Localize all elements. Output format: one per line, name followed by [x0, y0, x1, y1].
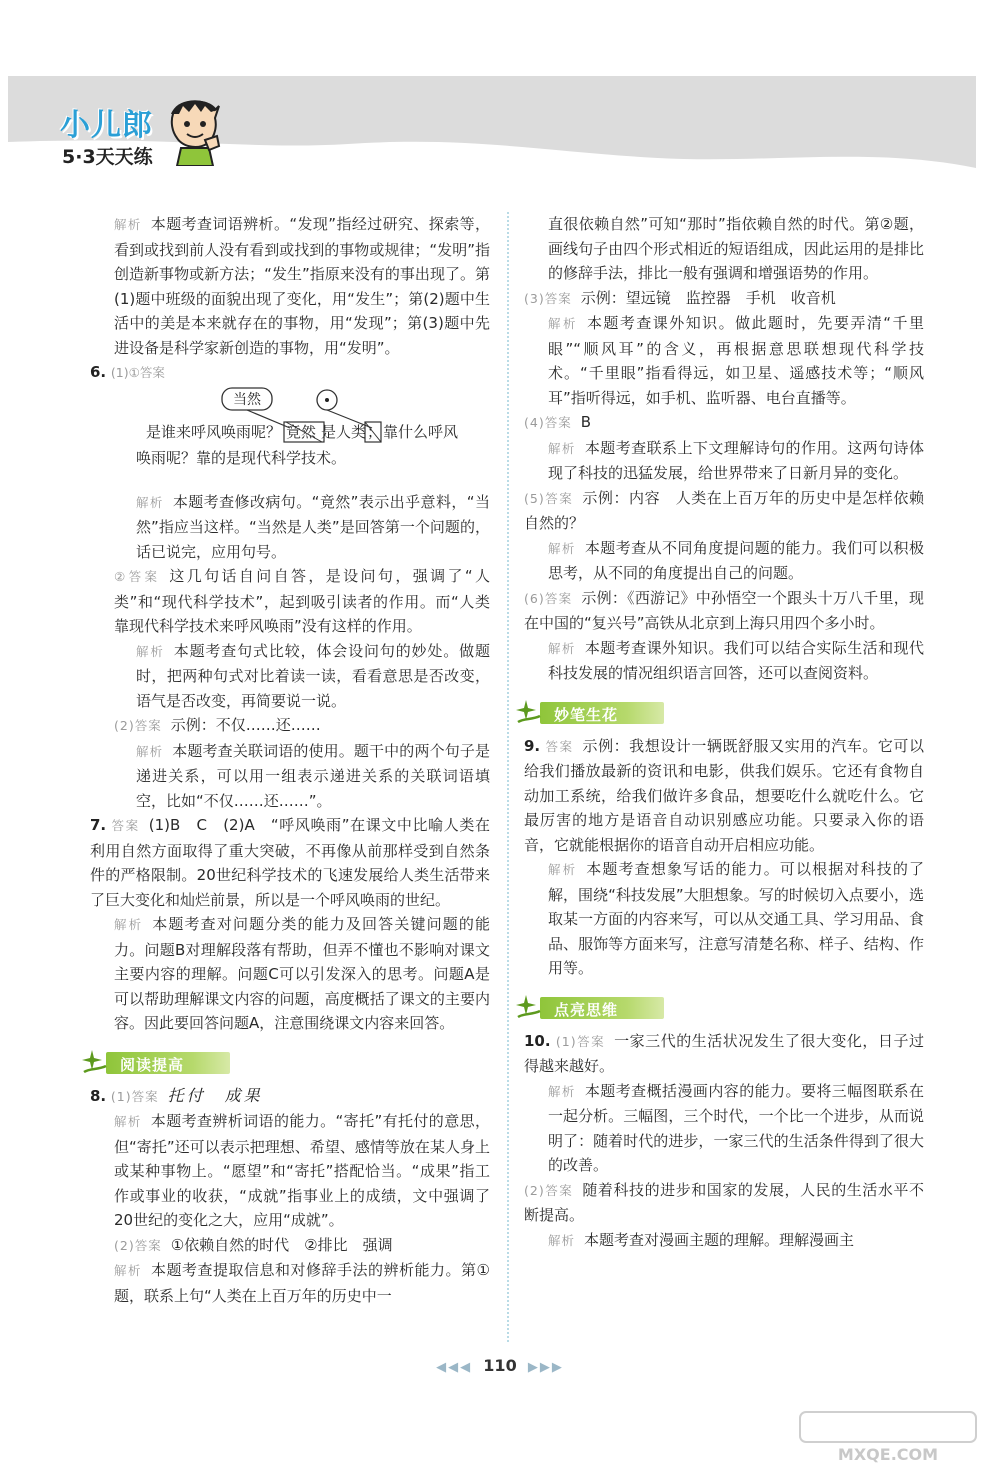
analysis-label: 解析	[548, 540, 576, 556]
q10-2-analysis	[524, 1228, 924, 1254]
watermark-text: MXQE.COM	[837, 1445, 939, 1464]
answer-label: (4)答案	[524, 415, 572, 430]
answer-label: 答案	[111, 818, 140, 833]
q8-6-analysis	[524, 636, 924, 686]
q6-sub-label: (1)①答案	[110, 365, 165, 380]
q7-analysis	[90, 912, 490, 1036]
q9-answer-text: 示例：我想设计一辆既舒服又实用的汽车。它可以给我们播放最新的资讯和电影，供我们娱乐。它还有食物自动加工系统，给我们做许多食品，想要吃什么就吃什么。它最厉害的地方是语音自动识别感应功能。只要录入你的语音，它就能根据你的语音自动开启相应功能。	[524, 736, 924, 854]
q10-number: 10.	[524, 1031, 551, 1050]
left-column	[90, 212, 490, 1308]
q8-3-answer	[524, 286, 924, 312]
q6-1-analysis-text: 本题考查修改病句。“竟然”表示出乎意料，“当然”指应当这样。“当然是人类”是回答第一个问题的，话已说完，应用句号。	[136, 492, 490, 561]
q8-5-answer	[524, 486, 924, 536]
q6-insert-word: 当然	[233, 391, 261, 408]
q6-1-analysis2-text: 本题考查句式比较，体会设问句的妙处。做题时，把两种句式对比着读一读，看看意思是否改变，语气是否改变，再简要说一说。	[136, 641, 490, 710]
q6-correction-diagram	[90, 386, 490, 490]
answer-label: (1)答案	[110, 1088, 159, 1104]
q6-1-answer2-text: 这几句话自问自答，是设问句，强调了“人类”和“现代科学技术”，起到吸引读者的作用。而“人类靠现代科学技术来呼风唤雨”没有这样的作用。	[114, 567, 490, 635]
q7-number: 7.	[90, 816, 107, 834]
q8-3-analysis	[524, 311, 924, 410]
analysis-label: 解析	[548, 640, 576, 656]
q10-2-answer-text: 随着科技的进步和国家的发展，人民的生活水平不断提高。	[524, 1180, 924, 1224]
q8-handwritten-answer: 托付 成果	[167, 1085, 263, 1105]
q6-heading	[90, 360, 490, 386]
analysis-label: 解析	[136, 494, 164, 510]
answer-label: (1)答案	[555, 1033, 606, 1049]
answer-label: 答案	[545, 738, 574, 754]
column-divider	[507, 212, 509, 1342]
right-column	[524, 212, 924, 1253]
q10-analysis-text: 本题考查概括漫画内容的能力。要将三幅图联系在一起分析。三幅图，三个时代，一个比一个进步，从而说明了：随着时代的进步，一家三代的生活条件得到了很大的改善。	[548, 1081, 924, 1174]
q10-2-answer	[524, 1178, 924, 1228]
answer-label: (2)答案	[114, 1237, 162, 1253]
q6-box-word: 竟然	[286, 422, 317, 441]
q6-2-analysis	[90, 739, 490, 814]
q6-2-answer-text: 示例：不仅……还……	[170, 716, 321, 734]
section-header-reading	[80, 1048, 490, 1076]
analysis-label: 解析	[548, 862, 578, 877]
section-header-writing	[514, 698, 924, 726]
analysis-label: 解析	[548, 440, 576, 456]
analysis-label: 解析	[114, 1114, 142, 1129]
page-number: 110	[483, 1356, 517, 1375]
section-title-thinking: 点亮思维	[554, 1000, 619, 1019]
prev-arrows-icon: ◀◀◀	[436, 1360, 473, 1375]
q8-2-analysis-text: 本题考查提取信息和对修辞手法的辨析能力。第①题，联系上句“人类在上百万年的历史中一	[114, 1261, 490, 1305]
q8-3-analysis-text: 本题考查课外知识。做此题时，先要弄清“千里眼”“顺风耳”的含义，再根据意思联想现代科学技术。“千里眼”指看得远，如卫星、遥感技术等；“顺风耳”指听得远，如手机、监听器、电台直播等。	[548, 314, 924, 407]
sparkle-icon	[80, 1048, 110, 1076]
analysis-label: 解析	[548, 1083, 576, 1099]
q10-2-analysis-text: 本题考查对漫画主题的理解。理解漫画主	[584, 1230, 855, 1249]
q8-6-analysis-text: 本题考查课外知识。我们可以结合实际生活和现代科技发展的情况组织语言回答，还可以查阅资料。	[548, 638, 924, 682]
analysis-label: 解析	[548, 1232, 576, 1248]
analysis-label: 解析	[548, 316, 578, 331]
q8-5-analysis	[524, 536, 924, 586]
analysis-label: 解析	[114, 1263, 143, 1278]
q8-4-analysis	[524, 436, 924, 486]
q6-line1-b: 是人类	[321, 422, 367, 441]
q7-answer	[90, 813, 490, 912]
q8-4-answer	[524, 410, 924, 436]
sparkle-icon	[514, 698, 544, 726]
answer-label: (6)答案	[524, 590, 573, 606]
q8-2-answer	[90, 1233, 490, 1259]
analysis-label: 解析	[114, 217, 142, 232]
sparkle-icon	[514, 993, 544, 1021]
section-title-writing: 妙笔生花	[554, 705, 619, 724]
q10-analysis	[524, 1079, 924, 1178]
q9-answer	[524, 734, 924, 858]
q9-analysis	[524, 857, 924, 981]
q5-analysis	[90, 212, 490, 360]
q8-6-answer-text: 示例：《西游记》中孙悟空一个跟头十万八千里，现在中国的“复兴号”高铁从北京到上海只用四个多小时。	[524, 588, 924, 632]
answer-label: (2)答案	[114, 718, 162, 733]
q6-2-analysis-text: 本题考查关联词语的使用。题干中的两个句子是递进关系，可以用一组表示递进关系的关联词语填空，比如“不仅……还……”。	[136, 741, 490, 810]
q8-number: 8.	[90, 1086, 107, 1105]
q6-2-answer	[90, 713, 490, 739]
q8-6-answer	[524, 586, 924, 636]
brand-subtitle: 5·3天天练	[62, 146, 153, 168]
q10-answer	[524, 1029, 924, 1079]
section-title-reading: 阅读提高	[120, 1055, 185, 1074]
q6-1-answer2	[90, 564, 490, 639]
page-footer	[0, 1356, 1000, 1375]
q8-3-answer-text: 示例：望远镜 监控器 手机 收音机	[580, 288, 836, 307]
q8-4-answer-text: B	[580, 413, 592, 431]
q7-answer-text: (1)B C (2)A “呼风唤雨”在课文中比喻人类在利用自然方面取得了重大突破，不再像从前那样受到自然条件的严格限制。20世纪科学技术的飞速发展给人类生活带来了巨大变化和灿烂前景，所以是一个呼风唤雨的世纪。	[90, 816, 490, 909]
q5-analysis-text: 本题考查词语辨析。“发现”指经过研究、探索等，看到或找到前人没有看到或找到的事物或规律；“发明”指创造新事物或新方法；“发生”指原来没有的事出现了。第(1)题中班级的面貌出现了变化，用“发生”；第(2)题中生活中的美是本来就存在的事物，用“发现”；第(3)题中先进设备是科学家新创造的事物，用“发明”。	[114, 215, 490, 357]
answer-label: (5)答案	[524, 490, 574, 506]
q8-2-answer-text: ①依赖自然的时代 ②排比 强调	[170, 1235, 393, 1254]
q8-analysis-text: 本题考查辨析词语的能力。“寄托”有托付的意思，但“寄托”还可以表示把理想、希望、感情等放在某人身上或某种事物上。“愿望”和“寄托”搭配恰当。“成果”指工作或事业的收获，“成就”指事业上的成绩，文中强调了20世纪的变化之大，应用“成就”。	[114, 1112, 490, 1229]
q10-answer-text: 一家三代的生活状况发生了很大变化，日子过得越来越好。	[524, 1031, 924, 1075]
mascot-boy-icon	[165, 96, 225, 166]
q8-analysis	[90, 1109, 490, 1233]
q6-box-punct: ；	[367, 422, 383, 441]
q6-number: 6.	[90, 363, 107, 381]
q8-5-answer-text: 示例：内容 人类在上百万年的历史中是怎样依赖自然的？	[524, 488, 924, 532]
q6-1-analysis2	[90, 639, 490, 714]
next-arrows-icon: ▶▶▶	[527, 1360, 564, 1375]
q8-5-analysis-text: 本题考查从不同角度提问题的能力。我们可以积极思考，从不同的角度提出自己的问题。	[548, 538, 924, 582]
brand-title: 小儿郎	[60, 108, 153, 143]
q8-answer	[90, 1084, 490, 1110]
q6-1-analysis	[90, 490, 490, 565]
q8-2-analysis-cont: 直很依赖自然”可知“那时”指依赖自然的时代。第②题，画线句子由四个形式相近的短语组成，因此运用的是排比的修辞手法，排比一般有强调和增强语势的作用。	[548, 215, 924, 282]
section-header-thinking	[514, 993, 924, 1021]
q6-diagram-line1	[146, 420, 458, 445]
answer-label: ②答案	[114, 569, 161, 584]
q9-number: 9.	[524, 736, 541, 755]
q8-4-analysis-text: 本题考查联系上下文理解诗句的作用。这两句诗体现了科技的迅猛发展，给世界带来了日新月异的变化。	[548, 438, 924, 482]
q6-line1-a: 是谁来呼风唤雨呢？	[146, 422, 282, 441]
analysis-label: 解析	[136, 743, 164, 759]
q6-line1-c: 靠什么呼风	[383, 422, 459, 441]
answer-label: (3)答案	[524, 290, 572, 306]
q9-analysis-text: 本题考查想象写话的能力。可以根据对科技的了解，围绕“科技发展”大胆想象。写的时候切入点要小，选取某一方面的内容来写，可以从交通工具、学习用品、食品、服饰等方面来写，注意写清楚名称、样子、结构、作用等。	[548, 860, 924, 977]
watermark-logo	[798, 1410, 978, 1465]
answer-label: (2)答案	[524, 1182, 574, 1198]
analysis-label: 解析	[136, 643, 165, 659]
q8-2-analysis	[90, 1258, 490, 1308]
q7-analysis-text: 本题考查对问题分类的能力及回答关键问题的能力。问题B对理解段落有帮助，但弄不懂也不影响对课文主要内容的理解。问题C可以引发深入的思考。问题A是可以帮助理解课文内容的问题，高度概括了课文的主要内容。因此要回答问题A，注意围绕课文内容来回答。	[114, 915, 490, 1032]
analysis-label: 解析	[114, 917, 144, 932]
q6-diagram-line2: 唤雨呢？靠的是现代科学技术。	[136, 448, 347, 467]
brand-logo	[60, 100, 180, 170]
